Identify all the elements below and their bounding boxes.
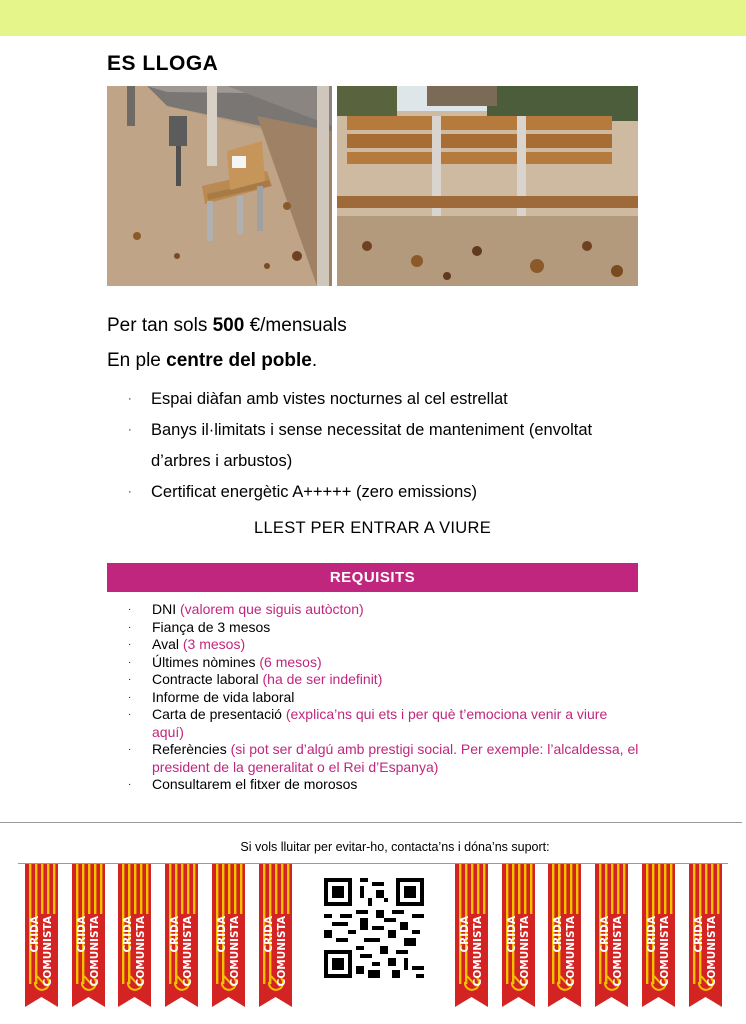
flag-line-1: CRIDA [552, 916, 564, 953]
flag-text [506, 916, 532, 987]
bullet-icon: · [128, 744, 132, 755]
top-color-bar [0, 0, 746, 36]
flag-line-1: CRIDA [76, 916, 88, 953]
flag-line-2: COMUNISTA [135, 916, 147, 987]
bullet-icon: · [128, 639, 132, 650]
feature-item [128, 415, 618, 477]
feature-item [128, 477, 618, 508]
flag-line-2: COMUNISTA [229, 916, 241, 987]
flag-line-1: CRIDA [459, 916, 471, 953]
requirement-item [128, 601, 643, 619]
requirement-text: Referències [152, 741, 227, 757]
bullet-icon: · [128, 621, 132, 633]
flag-line-1: CRIDA [263, 916, 275, 953]
price-prefix: Per tan sols [107, 315, 213, 336]
crida-comunista-flag [259, 864, 292, 1007]
flag-line-2: COMUNISTA [519, 916, 531, 987]
requirements-header: REQUISITS [107, 563, 638, 592]
bullet-icon: · [128, 656, 132, 668]
requirement-note: (ha de ser indefinit) [258, 671, 383, 687]
flag-line-1: CRIDA [506, 916, 518, 953]
bullet-icon: · [128, 709, 132, 720]
requirement-text: Consultarem el fitxer de morosos [152, 776, 358, 792]
flag-text [29, 916, 55, 987]
requirement-note: (6 mesos) [255, 653, 322, 670]
crida-comunista-flag [118, 864, 151, 1007]
requirement-item [128, 741, 643, 776]
price-amount: 500 [212, 315, 245, 336]
requirement-item [128, 706, 643, 741]
requirement-item [128, 636, 643, 654]
price-suffix: €/mensuals [244, 315, 347, 336]
feature-text: Espai diàfan amb vistes nocturnes al cel estrellat [151, 390, 508, 408]
flag-line-2: COMUNISTA [659, 916, 671, 987]
flag-line-2: COMUNISTA [565, 916, 577, 987]
qr-code[interactable] [324, 878, 424, 978]
requirement-text: Contracte laboral [152, 671, 259, 687]
flag-text [552, 916, 578, 987]
requirements-list [128, 601, 643, 794]
flag-line-1: CRIDA [216, 916, 228, 953]
requirement-text: Carta de presentació [152, 706, 282, 722]
requirement-item [128, 776, 643, 794]
bullet-icon: · [128, 779, 132, 790]
flag-line-1: CRIDA [646, 916, 658, 953]
feature-text: Certificat energètic A+++++ (zero emissions) [151, 483, 478, 501]
flag-text [169, 916, 195, 987]
flag-text [76, 916, 102, 987]
bench-photo-closeup [337, 86, 638, 286]
flag-text [216, 916, 242, 987]
section-divider [0, 822, 742, 823]
requirement-item [128, 689, 643, 707]
location-highlight: centre del poble [166, 350, 312, 371]
crida-comunista-flag [548, 864, 581, 1007]
flag-line-2: COMUNISTA [276, 916, 288, 987]
crida-comunista-flag [642, 864, 675, 1007]
feature-list [128, 384, 618, 508]
flag-line-1: CRIDA [122, 916, 134, 953]
flag-text [646, 916, 672, 987]
crida-comunista-flag [595, 864, 628, 1007]
flag-text [693, 916, 719, 987]
requirement-item [128, 671, 643, 689]
flag-line-2: COMUNISTA [42, 916, 54, 987]
support-text: Si vols lluitar per evitar-ho, contacta’ns i dóna’ns suport: [240, 840, 550, 854]
requirement-note: (explica’ns qui ets i per què t’emociona venir a viure aquí) [152, 706, 608, 740]
bullet-icon: · [128, 424, 132, 436]
location-suffix: . [311, 350, 318, 371]
crida-comunista-flag [25, 864, 58, 1007]
flag-text [599, 916, 625, 987]
crida-comunista-flag [212, 864, 245, 1007]
location-line [107, 350, 317, 372]
flag-line-2: COMUNISTA [472, 916, 484, 987]
bullet-icon: · [128, 486, 132, 498]
flag-text [459, 916, 485, 987]
flag-line-1: CRIDA [169, 916, 181, 953]
requirement-text: Fiança de 3 mesos [152, 618, 271, 635]
price-line [107, 315, 347, 337]
location-prefix: En ple [107, 350, 167, 371]
flag-line-2: COMUNISTA [89, 916, 101, 987]
page-title: ES LLOGA [107, 52, 219, 75]
crida-comunista-flag [689, 864, 722, 1007]
requirement-note: (3 mesos) [178, 636, 246, 652]
ready-text: LLEST PER ENTRAR A VIURE [253, 519, 492, 537]
flag-line-1: CRIDA [599, 916, 611, 953]
requirement-text: Informe de vida laboral [152, 688, 295, 705]
flag-text [263, 916, 289, 987]
bench-photo-roadside [107, 86, 332, 286]
requirement-item [128, 654, 643, 672]
crida-comunista-flag [165, 864, 198, 1007]
crida-comunista-flag [72, 864, 105, 1007]
flag-line-2: COMUNISTA [706, 916, 718, 987]
bullet-icon: · [128, 691, 132, 703]
requirement-text: DNI [152, 601, 177, 617]
requirement-item [128, 619, 643, 637]
requirement-text: Últimes nòmines [152, 653, 256, 670]
feature-item [128, 384, 618, 415]
requirement-note: (si pot ser d’algú amb prestigi social. Per exemple: l’alcaldessa, el president de la generalitat o el Rei d’Espanya) [152, 741, 639, 775]
flag-line-2: COMUNISTA [612, 916, 624, 987]
bullet-icon: · [128, 604, 132, 615]
flag-line-2: COMUNISTA [182, 916, 194, 987]
requirement-note: (valorem que siguis autòcton) [176, 601, 364, 617]
crida-comunista-flag [455, 864, 488, 1007]
flag-line-1: CRIDA [693, 916, 705, 953]
feature-text: Banys il·limitats i sense necessitat de manteniment (envoltat d’arbres i arbustos) [151, 421, 593, 470]
flag-line-1: CRIDA [29, 916, 41, 953]
requirement-text: Aval [152, 636, 179, 652]
flag-text [122, 916, 148, 987]
bullet-icon: · [128, 674, 132, 685]
bullet-icon: · [128, 393, 132, 405]
crida-comunista-flag [502, 864, 535, 1007]
